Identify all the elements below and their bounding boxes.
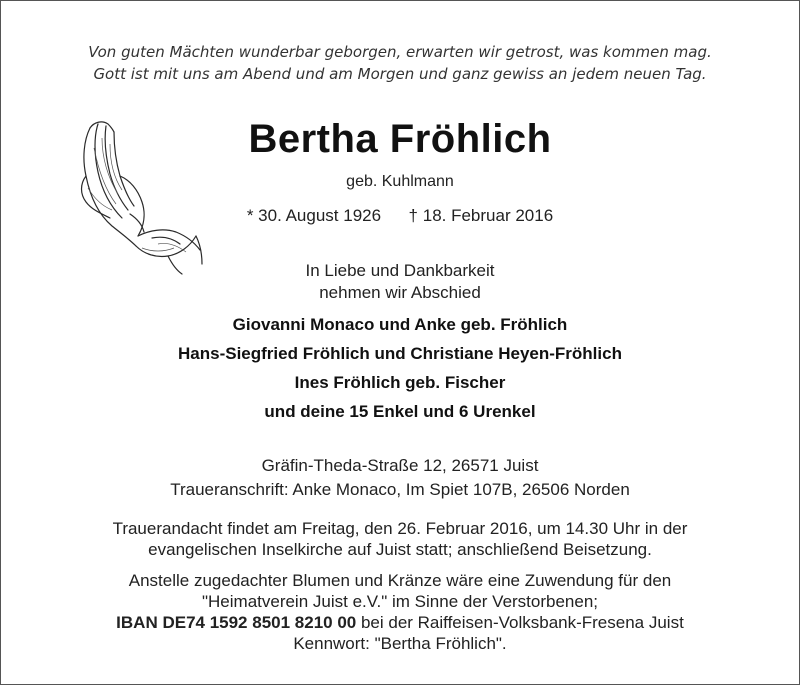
birth-date: * 30. August 1926: [246, 206, 382, 225]
death-date: 18. Februar 2016: [422, 206, 554, 225]
bank-name: bei der Raiffeisen-Volksbank-Fresena Juist: [356, 613, 684, 632]
donation-line-2: "Heimatverein Juist e.V." im Sinne der Verstorbenen;: [201, 592, 599, 611]
birth-name: geb. Kuhlmann: [346, 173, 454, 190]
donation-bank-line: [0, 612, 800, 633]
donation-line-1: Anstelle zugedachter Blumen und Kränze wäre eine Zuwendung für den: [128, 571, 672, 590]
mourner-line: Ines Fröhlich geb. Fischer: [294, 373, 506, 392]
farewell-line-2: nehmen wir Abschied: [319, 283, 481, 302]
donation-keyword: Kennwort: "Bertha Fröhlich".: [293, 634, 507, 653]
service-info: [0, 518, 800, 560]
motto-line-1: Von guten Mächten wunderbar geborgen, erwarten wir getrost, was kommen mag.: [88, 43, 712, 61]
cross-icon: †: [408, 206, 418, 225]
motto: [0, 41, 800, 85]
iban: IBAN DE74 1592 8501 8210 00: [116, 613, 357, 632]
farewell-line-1: In Liebe und Dankbarkeit: [305, 261, 495, 280]
home-address: Gräfin-Theda-Straße 12, 26571 Juist: [261, 456, 539, 475]
farewell-text: [0, 260, 800, 304]
mourners-list: [0, 310, 800, 426]
mourner-line: Giovanni Monaco und Anke geb. Fröhlich: [232, 315, 568, 334]
addresses: [0, 454, 800, 502]
service-line-1: Trauerandacht findet am Freitag, den 26. Februar 2016, um 14.30 Uhr in der: [112, 519, 688, 538]
deceased-name: Bertha Fröhlich: [248, 117, 552, 161]
service-line-2: evangelischen Inselkirche auf Juist statt; anschließend Beisetzung.: [148, 540, 652, 559]
life-dates: [0, 206, 800, 226]
donation-info: [0, 570, 800, 654]
motto-line-2: Gott ist mit uns am Abend und am Morgen und ganz gewiss an jedem neuen Tag.: [93, 65, 707, 83]
mourner-line: und deine 15 Enkel und 6 Urenkel: [264, 402, 536, 421]
mourner-line: Hans-Siegfried Fröhlich und Christiane Heyen-Fröhlich: [178, 344, 622, 363]
mourning-address: Traueranschrift: Anke Monaco, Im Spiet 107B, 26506 Norden: [170, 480, 630, 499]
